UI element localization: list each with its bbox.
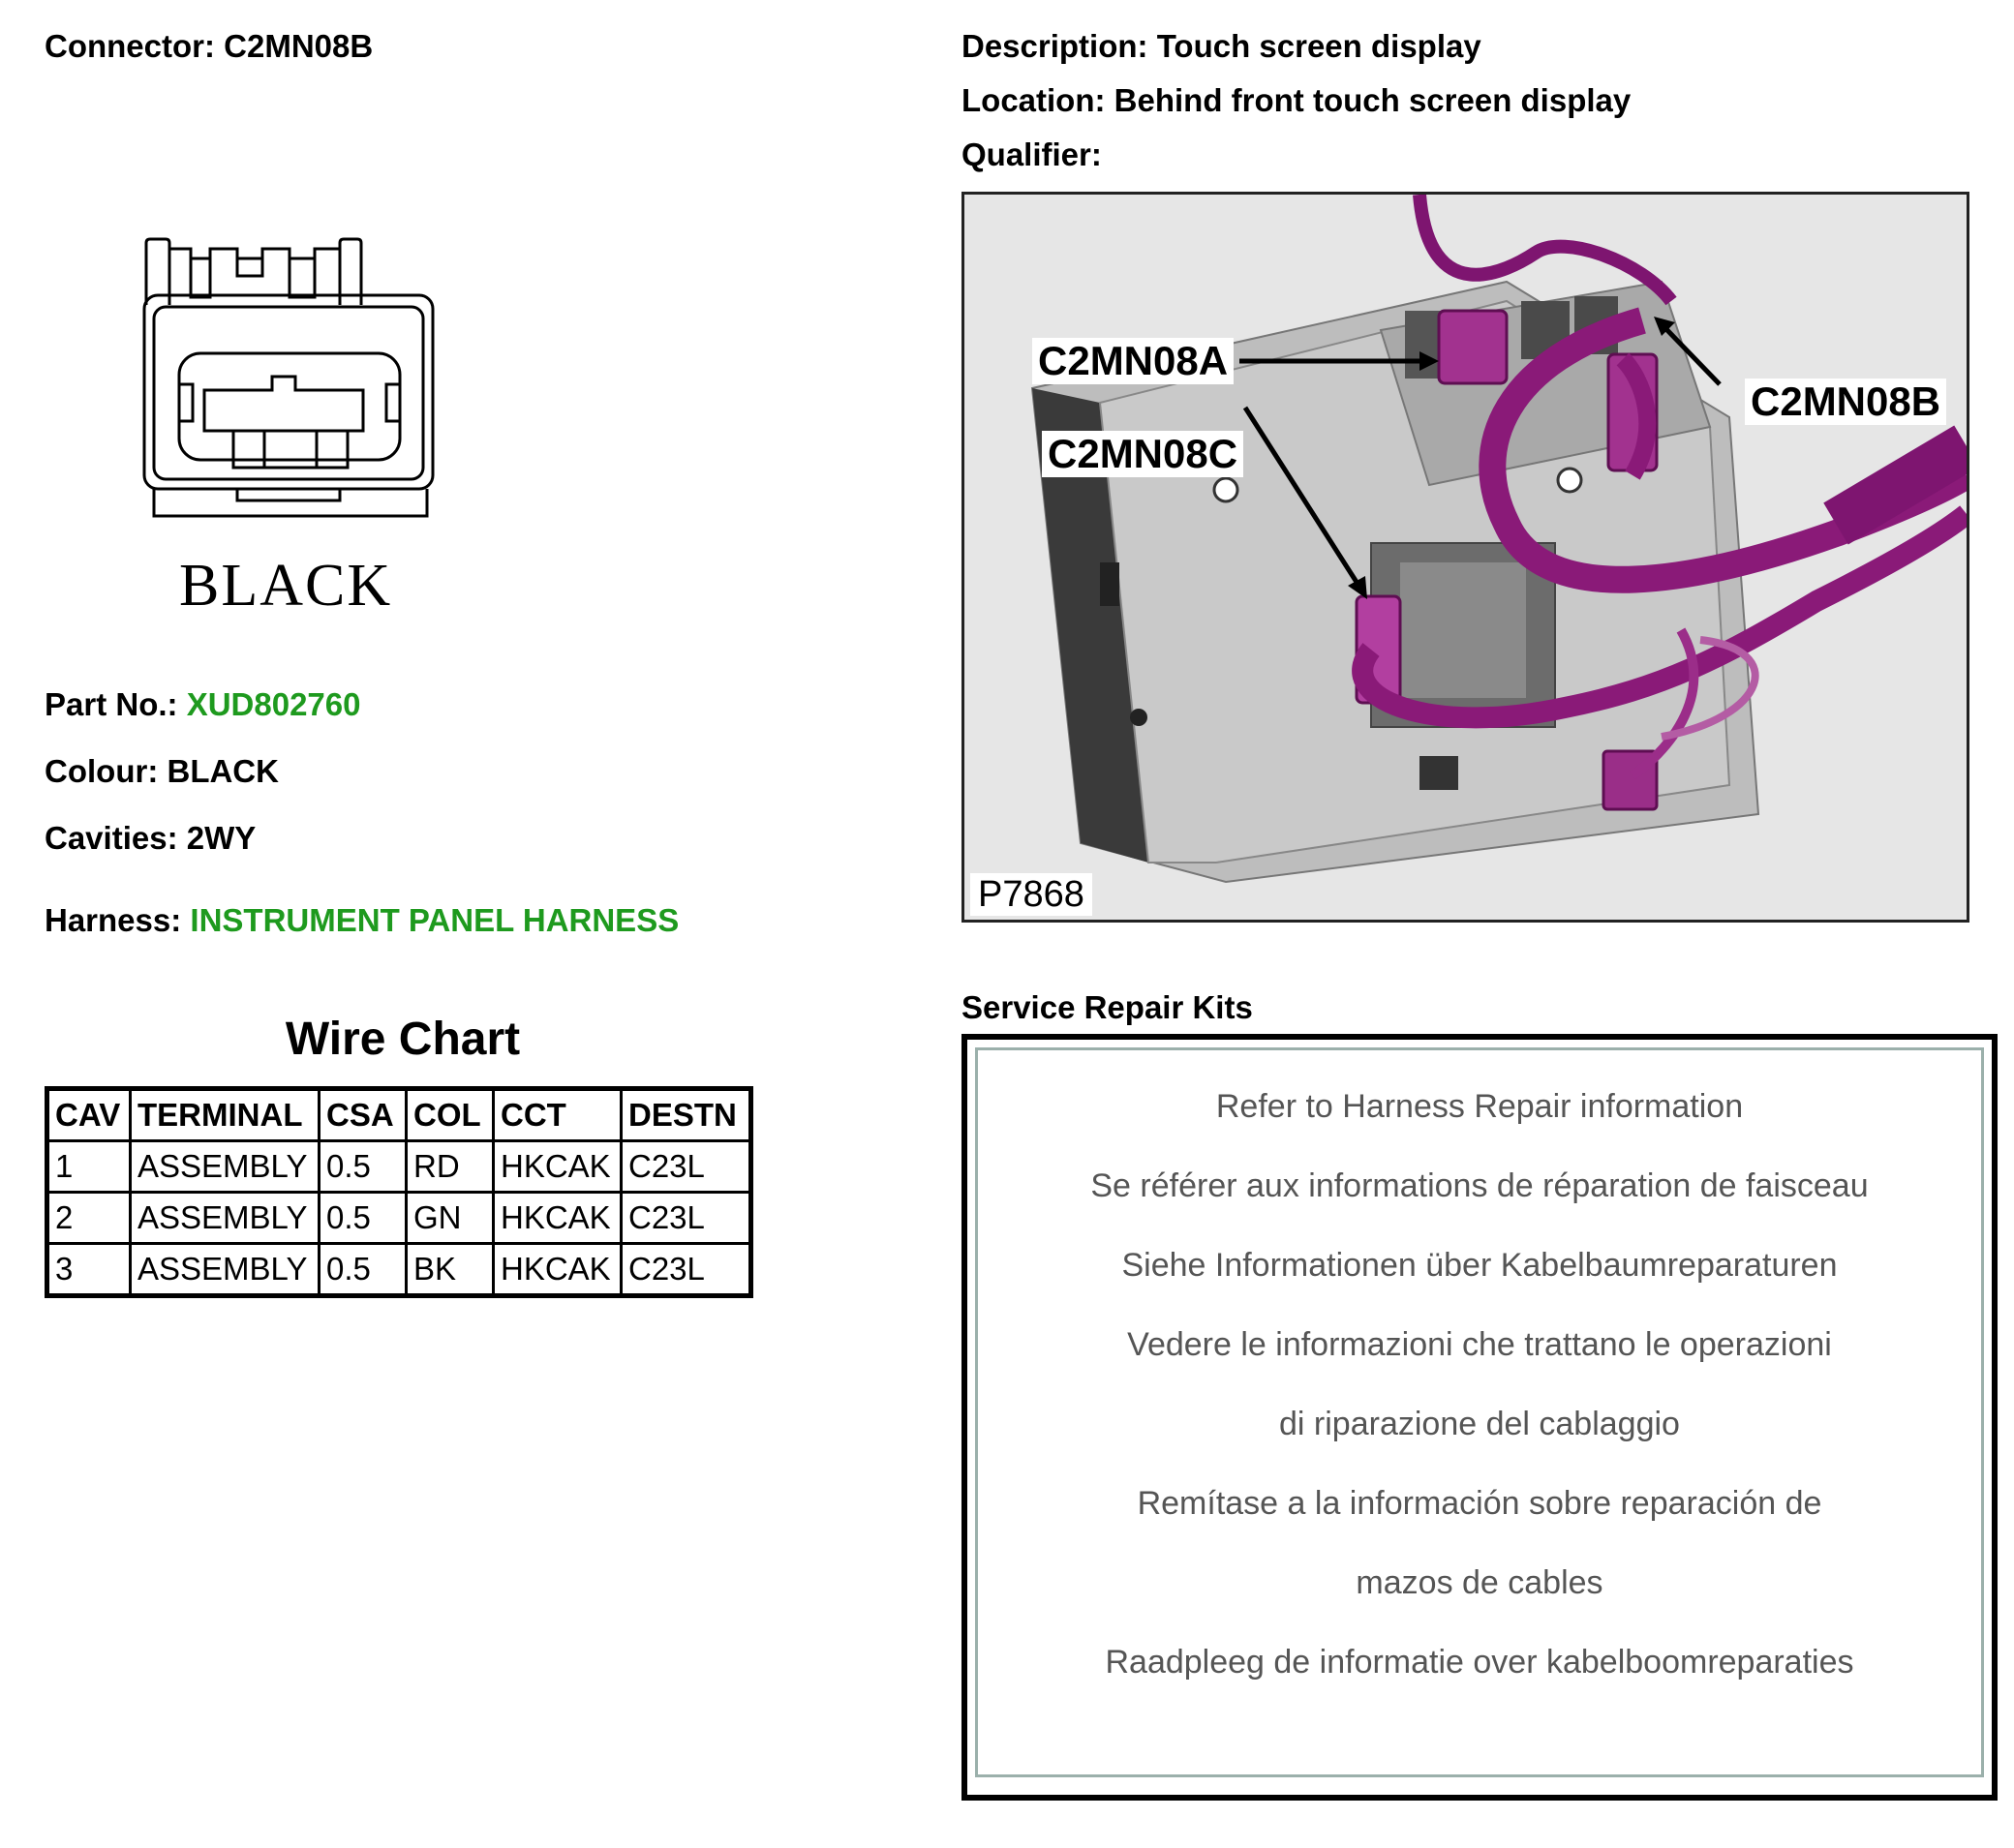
wire-chart-title: Wire Chart — [285, 1014, 521, 1065]
cavities-value: 2WY — [186, 820, 257, 856]
location-line — [961, 81, 1631, 120]
part-no-link[interactable]: XUD802760 — [186, 686, 361, 722]
table-row — [47, 1193, 751, 1244]
cell-cav: 3 — [47, 1244, 131, 1296]
harness-label: Harness: — [45, 902, 182, 938]
cell-csa: 0.5 — [320, 1141, 407, 1193]
colour-value: BLACK — [167, 753, 279, 789]
cell-cav: 1 — [47, 1141, 131, 1193]
qualifier-line — [961, 136, 1102, 174]
repair-kit-line: Raadpleeg de informatie over kabelboomreparaties — [1105, 1644, 1854, 1681]
wire-chart-table — [45, 1086, 753, 1298]
header-cav: CAV — [47, 1089, 131, 1141]
repair-kit-line: Refer to Harness Repair information — [1215, 1088, 1744, 1125]
description-line — [961, 27, 1481, 66]
location-value: Behind front touch screen display — [1114, 82, 1632, 118]
table-row — [47, 1141, 751, 1193]
photo-illustration — [964, 195, 1967, 920]
cell-terminal: ASSEMBLY — [131, 1193, 320, 1244]
qualifier-label: Qualifier: — [961, 136, 1102, 172]
repair-kit-line: Remítase a la información sobre reparación de — [1137, 1485, 1822, 1522]
repair-kits-title: Service Repair Kits — [961, 989, 1253, 1025]
part-no-line — [45, 685, 360, 724]
cell-col: RD — [407, 1141, 494, 1193]
callout-c2mn08b: C2MN08B — [1745, 379, 1946, 425]
repair-kit-line: Vedere le informazioni che trattano le operazioni — [1127, 1326, 1832, 1363]
cell-col: BK — [407, 1244, 494, 1296]
connector-colour-label: BLACK — [179, 553, 393, 619]
connector-label: Connector: — [45, 28, 215, 64]
harness-link[interactable]: INSTRUMENT PANEL HARNESS — [190, 902, 680, 938]
repair-kit-line: Siehe Informationen über Kabelbaumreparaturen — [1121, 1247, 1838, 1284]
header-cct: CCT — [494, 1089, 622, 1141]
connector-value: C2MN08B — [224, 28, 374, 64]
repair-kit-line: mazos de cables — [1356, 1564, 1603, 1601]
cell-destn: C23L — [622, 1141, 751, 1193]
cell-terminal: ASSEMBLY — [131, 1141, 320, 1193]
cell-col: GN — [407, 1193, 494, 1244]
repair-kit-line: Se référer aux informations de réparation de faisceau — [1090, 1167, 1869, 1204]
cell-csa: 0.5 — [320, 1193, 407, 1244]
cavities-line — [45, 819, 256, 858]
header-terminal: TERMINAL — [131, 1089, 320, 1141]
cell-destn: C23L — [622, 1244, 751, 1296]
header-destn: DESTN — [622, 1089, 751, 1141]
wire-chart-header-row — [47, 1089, 751, 1141]
cell-cav: 2 — [47, 1193, 131, 1244]
connector-heading — [45, 27, 373, 66]
cell-cct: HKCAK — [494, 1244, 622, 1296]
table-row — [47, 1244, 751, 1296]
location-photo — [961, 192, 1969, 923]
callout-c2mn08a: C2MN08A — [1032, 338, 1234, 384]
photo-reference: P7868 — [970, 873, 1092, 916]
harness-line — [45, 901, 679, 940]
callout-c2mn08c: C2MN08C — [1042, 431, 1243, 477]
description-value: Touch screen display — [1156, 28, 1481, 64]
header-col: COL — [407, 1089, 494, 1141]
part-no-label: Part No.: — [45, 686, 178, 722]
repair-kits-box — [961, 1034, 1998, 1801]
cell-cct: HKCAK — [494, 1193, 622, 1244]
cell-cct: HKCAK — [494, 1141, 622, 1193]
repair-kits-inner-frame — [975, 1047, 1984, 1777]
cell-csa: 0.5 — [320, 1244, 407, 1296]
location-label: Location: — [961, 82, 1106, 118]
connector-face-drawing — [140, 237, 441, 528]
description-label: Description: — [961, 28, 1148, 64]
header-csa: CSA — [320, 1089, 407, 1141]
cell-destn: C23L — [622, 1193, 751, 1244]
colour-label: Colour: — [45, 753, 159, 789]
cell-terminal: ASSEMBLY — [131, 1244, 320, 1296]
colour-line — [45, 752, 279, 791]
repair-kit-line: di riparazione del cablaggio — [1279, 1406, 1680, 1442]
cavities-label: Cavities: — [45, 820, 178, 856]
